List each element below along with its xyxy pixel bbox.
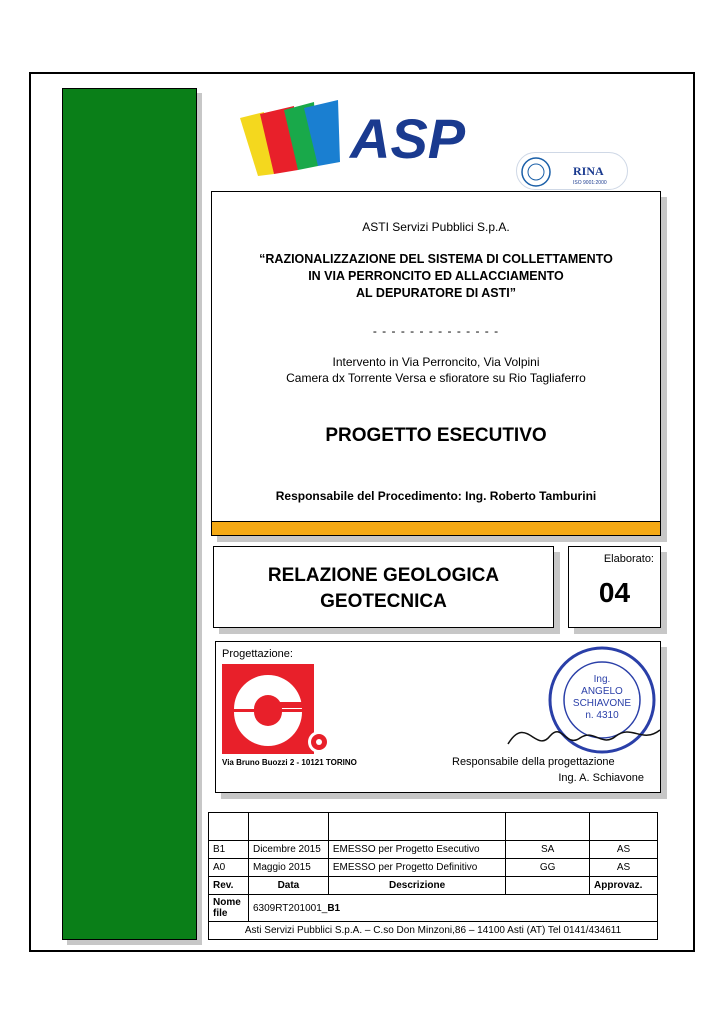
- footer-row: Asti Servizi Pubblici S.p.A. – C.so Don Minzoni,86 – 14100 Asti (AT) Tel 0141/434611: [209, 922, 658, 940]
- table-header-row: Rev. Data Descrizione Approvaz.: [209, 877, 658, 895]
- project-title: “RAZIONALIZZAZIONE DEL SISTEMA DI COLLETTAMENTO IN VIA PERRONCITO ED ALLACCIAMENTO AL DEPURATORE DI ASTI”: [259, 252, 613, 300]
- design-label: Progettazione:: [222, 648, 293, 660]
- project-type: PROGETTO ESECUTIVO: [325, 425, 547, 446]
- table-row: [209, 813, 658, 841]
- design-responsible-name: Ing. A. Schiavone: [558, 772, 644, 784]
- svg-text:n. 4310: n. 4310: [585, 710, 619, 721]
- svg-text:SCHIAVONE: SCHIAVONE: [572, 698, 632, 709]
- intervention-description: Intervento in Via Perroncito, Via Volpini Camera dx Torrente Versa e sfioratore su Rio Tagliaferro: [286, 355, 586, 385]
- green-side-bar: [62, 88, 197, 940]
- revision-table: [208, 812, 658, 940]
- elaborato-label: Elaborato:: [603, 553, 654, 565]
- engineer-stamp: [506, 644, 662, 762]
- document-title: RELAZIONE GEOLOGICA GEOTECNICA: [267, 565, 500, 612]
- file-name-row: Nome file 6309RT201001_B1: [209, 895, 658, 922]
- table-row: B1 Dicembre 2015 EMESSO per Progetto Esecutivo SA AS: [209, 841, 658, 859]
- asp-logo-text: ASP: [350, 107, 466, 170]
- design-firm-logo: [222, 664, 332, 756]
- design-box: [215, 641, 661, 793]
- orange-accent-bar: [212, 521, 660, 535]
- document-title-box: [213, 546, 554, 628]
- company-name: ASTI Servizi Pubblici S.p.A.: [362, 220, 510, 234]
- svg-text:ISO 9001:2000: ISO 9001:2000: [573, 180, 607, 186]
- asp-logo: [240, 100, 490, 182]
- design-address: Via Bruno Buozzi 2 - 10121 TORINO: [222, 758, 357, 767]
- project-title-box: [211, 191, 661, 536]
- design-responsible-label: Responsabile della progettazione: [452, 756, 615, 768]
- elaborato-box: [568, 546, 661, 628]
- svg-text:Ing.: Ing.: [593, 674, 611, 685]
- separator: - - - - - - - - - - - - - -: [372, 324, 500, 338]
- procedure-responsible: Responsabile del Procedimento: Ing. Roberto Tamburini: [275, 489, 597, 503]
- elaborato-number: 04: [598, 577, 631, 608]
- svg-text:ANGELO: ANGELO: [581, 686, 623, 697]
- rina-certification-logo: [516, 152, 628, 190]
- table-row: A0 Maggio 2015 EMESSO per Progetto Definitivo GG AS: [209, 859, 658, 877]
- rina-text: RINA: [573, 164, 604, 178]
